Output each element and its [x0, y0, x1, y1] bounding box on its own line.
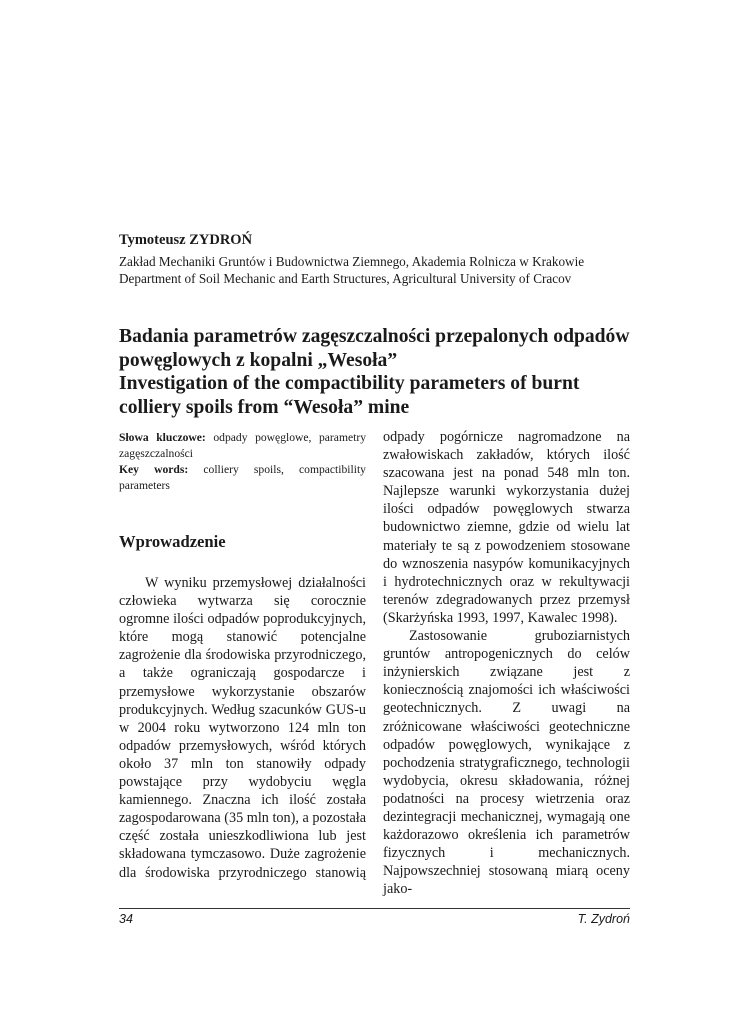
keywords-polish-label: Słowa kluczowe: — [119, 431, 206, 444]
affiliation-english: Department of Soil Mechanic and Earth Structures, Agricultural University of Cracov — [119, 271, 572, 286]
affiliation-block — [119, 253, 639, 287]
title-polish-line-2: powęglowych z kopalni „Wesoła” — [119, 349, 398, 371]
section-heading: Wprowadzenie — [119, 532, 226, 551]
page-number: 34 — [119, 912, 133, 926]
title-english-line-1: Investigation of the compactibility parameters of burnt — [119, 373, 580, 394]
keywords-english — [119, 462, 366, 494]
affiliation-polish: Zakład Mechaniki Gruntów i Budownictwa Ziemnego, Akademia Rolnicza w Krakowie — [119, 254, 585, 269]
keywords-polish-text: odpady powęglowe, parametry zagęszczalności — [119, 431, 366, 460]
right-column — [383, 428, 630, 898]
body-paragraph-2: Zastosowanie gruboziarnistych gruntów antropogenicznych do celów inżynierskich związane jest z koniecznością znajomości ich właściwości geotechnicznych. Z uwagi na zróżnicowane właściwości geotechniczne odpadów powęglowych, wynikające z pochodzenia stratygraficznego, technologii wydobycia, okresu składowania, różnej podatności na procesy wietrzenia oraz dezintegracji mechanicznej, wymagają one każdorazowo określenia ich parametrów fizycznych i mechanicznych. Najpowszechniej stosowaną miarą oceny jako- — [383, 628, 630, 898]
title-polish-line-1: Badania parametrów zagęszczalności przepalonych odpadów — [119, 326, 630, 347]
keywords-english-label: Key words: — [119, 463, 189, 476]
paper-title — [119, 325, 649, 419]
body-paragraph-1: W wyniku przemysłowej działalności człowieka wytwarza się corocznie ogromne ilości odpadów poprodukcyjnych, które mogą stanowić potencjalne zagrożenie dla środowiska przyrodniczego, a także ograniczają gospodarcze i przemysłowe wykorzystanie obszarów produkcyjnych. Według szacunków GUS-u w 2004 roku wytworzono 124 mln ton odpadów przemysłowych, wśród których około 37 mln ton stanowiły odpady powstające przy wydobyciu węgla kamiennego. Znaczna ich ilość została zagospodarowana (35 mln ton), a pozostała część została unieszkodliwiona lub jest składowana tymczasowo. Duże zagrożenie dla środowiska przyrodniczego stanowią — [119, 575, 366, 881]
keywords-polish — [119, 430, 366, 462]
keywords-english-text: colliery spoils, compactibility parameters — [119, 463, 366, 492]
title-english-line-2: colliery spoils from “Wesoła” mine — [119, 396, 410, 418]
body-paragraph-1-continued: odpady pogórnicze nagromadzone na zwałowiskach zakładów, których ilość szacowana jest na ponad 548 mln ton. Najlepsze warunki wykorzystania dużej ilości odpadów powęglowych stwarza budownictwo ziemne, gdzie od wielu lat materiały te są z powodzeniem stosowane do wznoszenia nasypów komunikacyjnych i hydrotechnicznych oraz w rekultywacji terenów zdegradowanych przez przemysł (Skarżyńska 1993, 1997, Kawalec 1998). — [383, 429, 630, 626]
footer-rule — [119, 908, 630, 909]
left-column — [119, 430, 366, 882]
author-name: Tymoteusz ZYDROŃ — [119, 232, 253, 248]
running-author: T. Zydroń — [577, 912, 630, 926]
